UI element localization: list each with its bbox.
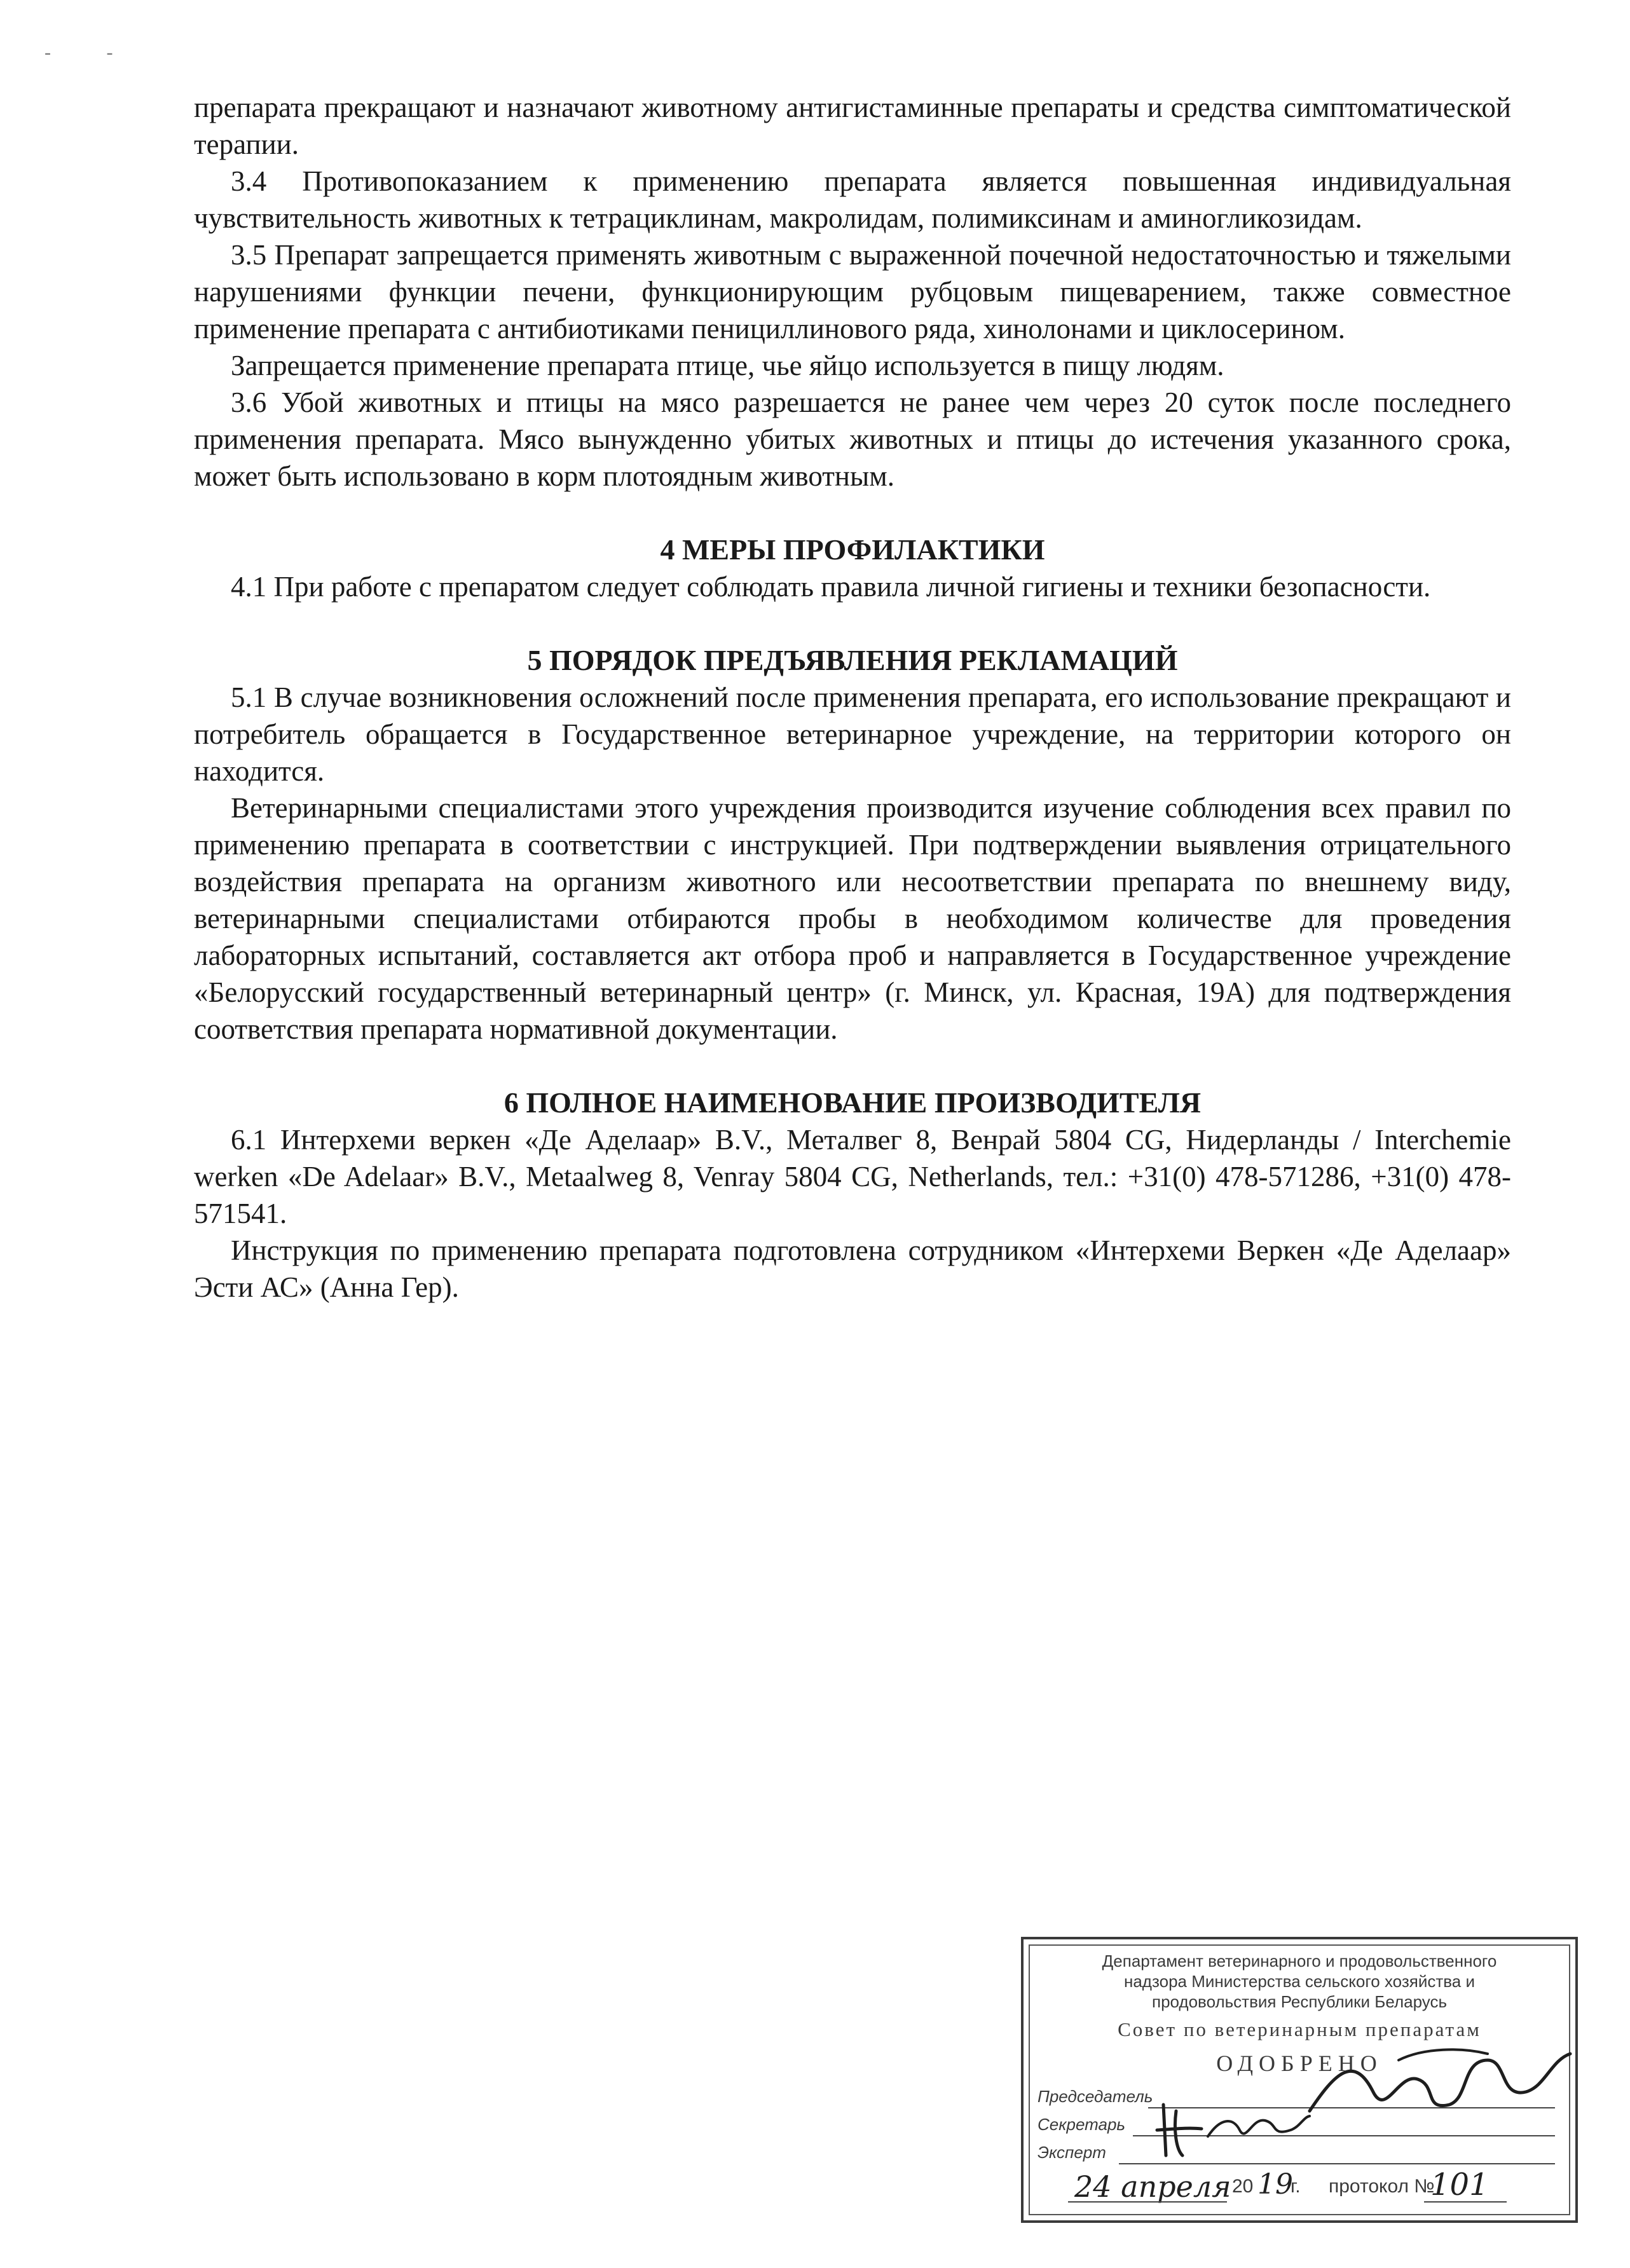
stamp-date-handwritten: 24 апреля	[1074, 2169, 1231, 2204]
stamp-org-line: Департамент ветеринарного и продовольственного	[1102, 1951, 1497, 1971]
section-gap	[194, 1048, 1511, 1084]
stamp-date-line	[1068, 2201, 1227, 2203]
stamp-protocol-line	[1424, 2201, 1507, 2203]
section-heading: 6 ПОЛНОЕ НАИМЕНОВАНИЕ ПРОИЗВОДИТЕЛЯ	[503, 1086, 1202, 1119]
stamp-year-suffix: г.	[1291, 2176, 1301, 2197]
paragraph: 6.1 Интерхеми веркен «Де Аделаар» B.V., Металвег 8, Венрай 5804 CG, Нидерланды / Interchemie werken «De Adelaar» B.V., Metaalweg 8, Venray 5804 CG, Netherlands, тел.: +31(0) 478-571286, +31(0) 478-571541.	[194, 1124, 1511, 1229]
secretary-signature	[1151, 2092, 1316, 2168]
paragraph: 4.1 При работе с препаратом следует соблюдать правила личной гигиены и техники безопасности.	[231, 571, 1431, 603]
section-heading: 4 МЕРЫ ПРОФИЛАКТИКИ	[660, 533, 1045, 566]
stamp-protocol-label: протокол №	[1329, 2176, 1435, 2197]
stamp-year-prefix: 20	[1232, 2176, 1254, 2197]
stamp-council: Совет по ветеринарным препаратам	[1118, 2018, 1481, 2040]
paragraph: 3.6 Убой животных и птицы на мясо разрешается не ранее чем через 20 суток после последнего применения препарата. Мясо вынужденно убитых животных и птицы до истечения указанного срока, может быть использовано в корм плотоядным животным.	[194, 386, 1511, 492]
section-heading: 5 ПОРЯДОК ПРЕДЪЯВЛЕНИЯ РЕКЛАМАЦИЙ	[527, 644, 1178, 676]
stamp-year-handwritten: 19	[1257, 2168, 1293, 2201]
stamp-approved: ОДОБРЕНО	[1216, 2051, 1383, 2076]
stamp-org-line: надзора Министерства сельского хозяйства и	[1123, 1972, 1475, 1991]
paragraph: препарата прекращают и назначают животному антигистаминные препараты и средства симптоматической терапии.	[194, 92, 1511, 160]
paragraph: Инструкция по применению препарата подготовлена сотрудником «Интерхеми Веркен «Де Аделаар» Эсти АС» (Анна Гер).	[194, 1234, 1511, 1303]
paragraph: 5.1 В случае возникновения осложнений после применения препарата, его использование прекращают и потребитель обращается в Государственное ветеринарное учреждение, на территории которого он находится.	[194, 681, 1511, 787]
paragraph: 3.4 Противопоказанием к применению препарата является повышенная индивидуальная чувствительность животных к тетрациклинам, макролидам, полимиксинам и аминогликозидам.	[194, 165, 1511, 234]
paragraph: 3.5 Препарат запрещается применять животным с выраженной почечной недостаточностью и тяжелыми нарушениями функции печени, функционирующим рубцовым пищеварением, также совместное применение препарата с антибиотиками пенициллинового ряда, хинолонами и циклосерином.	[194, 239, 1511, 345]
stamp-secretary-label: Секретарь	[1038, 2115, 1126, 2134]
paragraph: Ветеринарными специалистами этого учреждения производится изучение соблюдения всех правил по применению препарата в соответствии с инструкцией. При подтверждении выявления отрицательного воздействия препарата на организм животного или несоответствии препарата по внешнему виду, ветеринарными специалистами отбираются пробы в необходимом количестве для проведения лабораторных испытаний, составляется акт отбора проб и направляется в Государственное учреждение «Белорусский государственный ветеринарный центр» (г. Минск, ул. Красная, 19А) для подтверждения соответствия препарата нормативной документации.	[194, 792, 1511, 1045]
stamp-protocol-number: 101	[1430, 2167, 1489, 2203]
scan-mark: - -	[45, 42, 139, 63]
section-gap	[194, 495, 1511, 531]
stamp-expert-label: Эксперт	[1038, 2143, 1106, 2162]
chair-signature	[1297, 2035, 1577, 2130]
paragraph: Запрещается применение препарата птице, чье яйцо используется в пищу людям.	[231, 350, 1224, 381]
stamp-chair-label: Председатель	[1038, 2087, 1153, 2106]
approval-stamp	[1021, 1937, 1578, 2223]
section-gap	[194, 605, 1511, 642]
stamp-org-line: продовольствия Республики Беларусь	[1151, 1992, 1447, 2011]
document-page	[194, 89, 1511, 1306]
stamp-organization	[1030, 1951, 1569, 2012]
